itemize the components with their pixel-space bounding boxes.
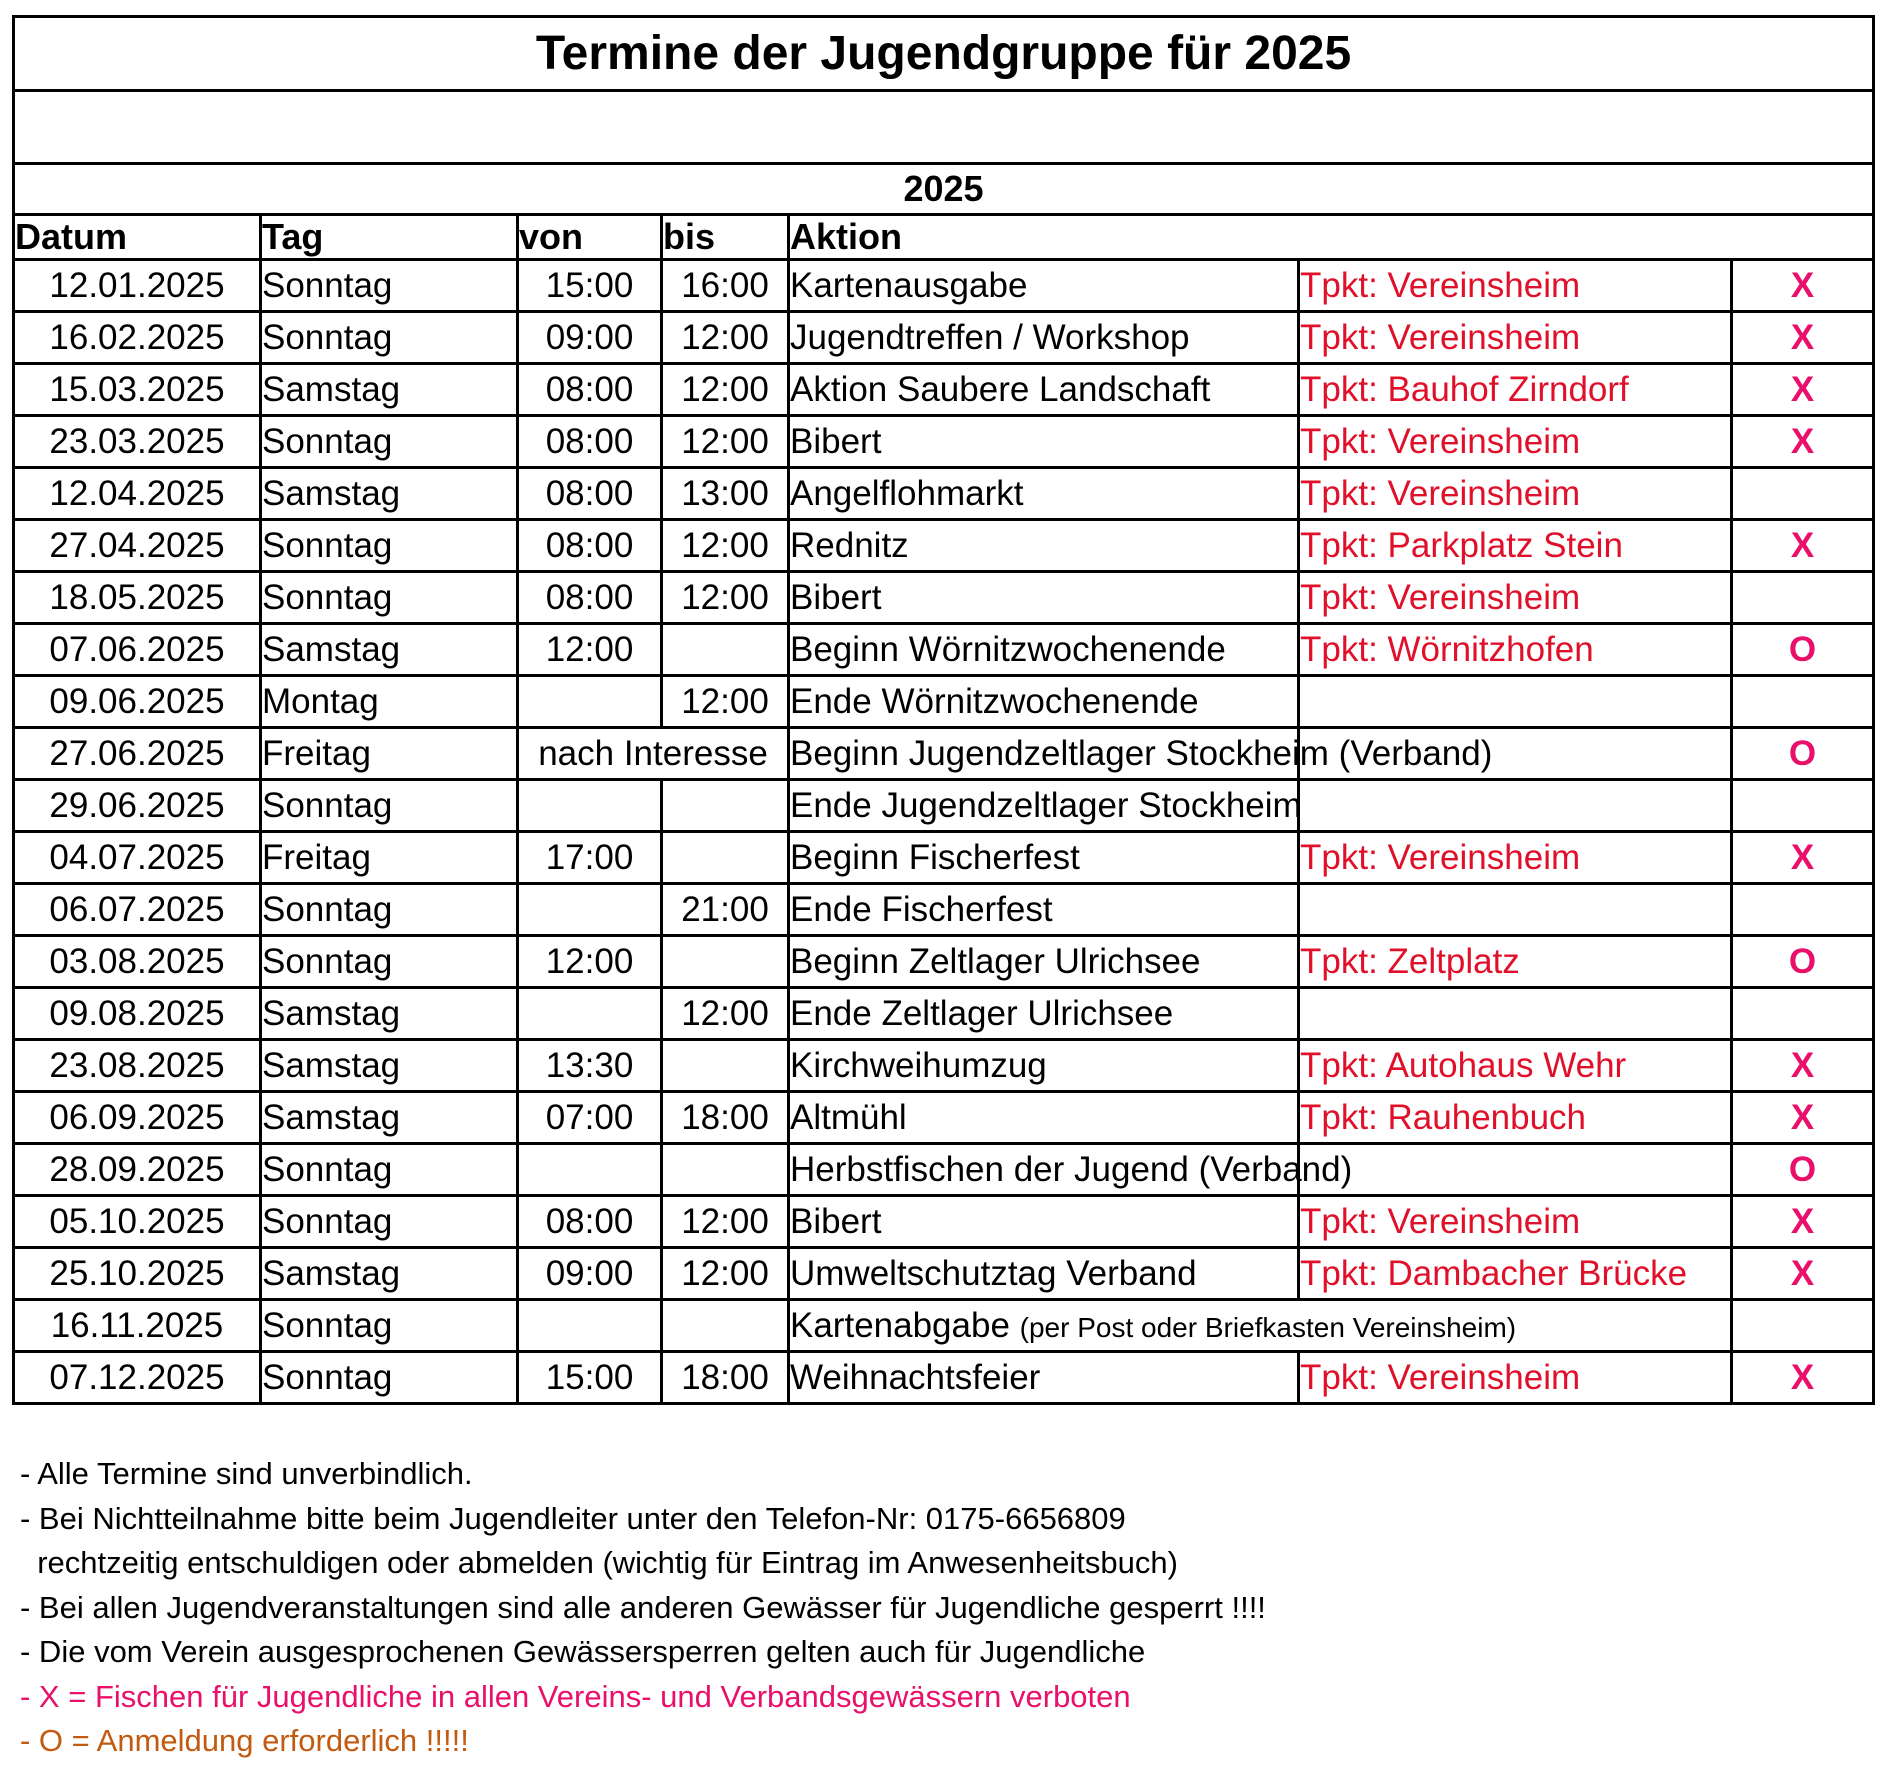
table-row — [14, 1300, 1874, 1352]
cell-aktion: Kartenausgabe — [789, 260, 1299, 312]
cell-mark: X — [1732, 312, 1874, 364]
cell-tag: Samstag — [261, 624, 518, 676]
note-line: - Alle Termine sind unverbindlich. — [20, 1456, 473, 1491]
cell-tag: Freitag — [261, 832, 518, 884]
cell-aktion: Bibert — [789, 572, 1299, 624]
cell-bis — [662, 624, 789, 676]
cell-bis: 18:00 — [662, 1352, 789, 1404]
schedule-table — [12, 15, 1875, 1405]
cell-von: 09:00 — [518, 1248, 662, 1300]
cell-aktion: Weihnachtsfeier — [789, 1352, 1299, 1404]
cell-aktion: Ende Wörnitzwochenende — [789, 676, 1299, 728]
table-row — [14, 520, 1874, 572]
note-o-legend: - O = Anmeldung erforderlich !!!!! — [20, 1723, 469, 1758]
cell-von — [518, 1144, 662, 1196]
cell-aktion: Beginn Wörnitzwochenende — [789, 624, 1299, 676]
cell-von: 17:00 — [518, 832, 662, 884]
cell-mark: X — [1732, 1040, 1874, 1092]
header-von: von — [518, 215, 662, 260]
cell-treffpunkt: Tpkt: Vereinsheim — [1299, 312, 1732, 364]
cell-mark: X — [1732, 1196, 1874, 1248]
cell-aktion: Ende Jugendzeltlager Stockheim — [789, 780, 1299, 832]
cell-datum: 06.09.2025 — [14, 1092, 261, 1144]
cell-tag: Samstag — [261, 1248, 518, 1300]
cell-aktion: Aktion Saubere Landschaft — [789, 364, 1299, 416]
cell-aktion: Rednitz — [789, 520, 1299, 572]
cell-tag: Sonntag — [261, 780, 518, 832]
cell-mark: O — [1732, 728, 1874, 780]
cell-datum: 23.08.2025 — [14, 1040, 261, 1092]
cell-datum: 09.06.2025 — [14, 676, 261, 728]
cell-datum: 07.06.2025 — [14, 624, 261, 676]
cell-tag: Montag — [261, 676, 518, 728]
aktion-note: (per Post oder Briefkasten Vereinsheim) — [1019, 1312, 1517, 1343]
cell-datum: 27.06.2025 — [14, 728, 261, 780]
cell-bis: 12:00 — [662, 416, 789, 468]
cell-von: 12:00 — [518, 936, 662, 988]
aktion-text: Kartenabgabe — [790, 1306, 1010, 1345]
cell-bis: 16:00 — [662, 260, 789, 312]
cell-treffpunkt: Tpkt: Wörnitzhofen — [1299, 624, 1732, 676]
cell-von: 08:00 — [518, 364, 662, 416]
cell-datum: 07.12.2025 — [14, 1352, 261, 1404]
cell-treffpunkt: Tpkt: Vereinsheim — [1299, 1352, 1732, 1404]
cell-von: 13:30 — [518, 1040, 662, 1092]
cell-treffpunkt: Tpkt: Vereinsheim — [1299, 416, 1732, 468]
cell-tag: Sonntag — [261, 572, 518, 624]
cell-datum: 03.08.2025 — [14, 936, 261, 988]
cell-treffpunkt: Tpkt: Vereinsheim — [1299, 260, 1732, 312]
cell-datum: 25.10.2025 — [14, 1248, 261, 1300]
cell-von: 12:00 — [518, 624, 662, 676]
cell-tag: Sonntag — [261, 520, 518, 572]
cell-mark — [1732, 780, 1874, 832]
cell-treffpunkt: Tpkt: Dambacher Brücke — [1299, 1248, 1732, 1300]
cell-von: 07:00 — [518, 1092, 662, 1144]
cell-bis: 12:00 — [662, 988, 789, 1040]
cell-treffpunkt — [1299, 676, 1732, 728]
cell-treffpunkt — [1299, 1144, 1732, 1196]
cell-treffpunkt: Tpkt: Autohaus Wehr — [1299, 1040, 1732, 1092]
cell-mark: X — [1732, 832, 1874, 884]
cell-aktion: Altmühl — [789, 1092, 1299, 1144]
cell-von: 15:00 — [518, 1352, 662, 1404]
cell-tag: Samstag — [261, 364, 518, 416]
page-title: Termine der Jugendgruppe für 2025 — [14, 17, 1874, 91]
table-row — [14, 728, 1874, 780]
cell-aktion: Ende Zeltlager Ulrichsee — [789, 988, 1299, 1040]
table-row — [14, 988, 1874, 1040]
cell-von — [518, 884, 662, 936]
header-bis: bis — [662, 215, 789, 260]
cell-mark — [1732, 884, 1874, 936]
cell-mark: X — [1732, 416, 1874, 468]
table-row — [14, 260, 1874, 312]
cell-treffpunkt: Tpkt: Parkplatz Stein — [1299, 520, 1732, 572]
cell-von: 08:00 — [518, 1196, 662, 1248]
cell-bis — [662, 1040, 789, 1092]
cell-tag: Sonntag — [261, 260, 518, 312]
cell-aktion: Angelflohmarkt — [789, 468, 1299, 520]
cell-von — [518, 988, 662, 1040]
cell-von — [518, 1300, 662, 1352]
cell-datum: 12.04.2025 — [14, 468, 261, 520]
header-mark — [1732, 215, 1874, 260]
cell-bis — [662, 832, 789, 884]
cell-von-bis: nach Interesse — [518, 728, 789, 780]
cell-treffpunkt: Tpkt: Zeltplatz — [1299, 936, 1732, 988]
cell-tag: Sonntag — [261, 1300, 518, 1352]
cell-aktion: Ende Fischerfest — [789, 884, 1299, 936]
year-heading: 2025 — [14, 164, 1874, 215]
note-line: - Bei Nichtteilnahme bitte beim Jugendleiter unter den Telefon-Nr: 0175-6656809 — [20, 1500, 1126, 1536]
table-row — [14, 364, 1874, 416]
cell-von — [518, 676, 662, 728]
cell-tag: Sonntag — [261, 936, 518, 988]
cell-aktion: Beginn Jugendzeltlager Stockheim (Verband) — [789, 728, 1299, 780]
cell-aktion: Kirchweihumzug — [789, 1040, 1299, 1092]
note-x-legend: - X = Fischen für Jugendliche in allen Vereins- und Verbandsgewässern verboten — [20, 1678, 1131, 1714]
cell-tag: Freitag — [261, 728, 518, 780]
blank-row — [14, 91, 1874, 164]
cell-von: 08:00 — [518, 416, 662, 468]
table-row — [14, 1144, 1874, 1196]
header-datum: Datum — [14, 215, 261, 260]
cell-bis: 12:00 — [662, 364, 789, 416]
cell-bis — [662, 780, 789, 832]
note-line: - Bei allen Jugendveranstaltungen sind alle anderen Gewässer für Jugendliche gesperrt !!!! — [20, 1589, 1266, 1625]
cell-tag: Sonntag — [261, 312, 518, 364]
cell-tag: Sonntag — [261, 1196, 518, 1248]
table-row — [14, 832, 1874, 884]
cell-treffpunkt: Tpkt: Vereinsheim — [1299, 572, 1732, 624]
cell-bis: 12:00 — [662, 676, 789, 728]
table-row — [14, 780, 1874, 832]
table-row — [14, 1040, 1874, 1092]
cell-datum: 06.07.2025 — [14, 884, 261, 936]
cell-bis — [662, 1300, 789, 1352]
cell-tag: Samstag — [261, 1092, 518, 1144]
cell-bis — [662, 1144, 789, 1196]
cell-treffpunkt: Tpkt: Vereinsheim — [1299, 468, 1732, 520]
cell-datum: 23.03.2025 — [14, 416, 261, 468]
table-row — [14, 1196, 1874, 1248]
cell-treffpunkt — [1299, 988, 1732, 1040]
header-aktion: Aktion — [789, 215, 1732, 260]
cell-tag: Sonntag — [261, 1352, 518, 1404]
table-row — [14, 1092, 1874, 1144]
cell-mark — [1732, 676, 1874, 728]
cell-treffpunkt: Tpkt: Vereinsheim — [1299, 1196, 1732, 1248]
cell-aktion: Bibert — [789, 416, 1299, 468]
table-row — [14, 468, 1874, 520]
cell-aktion: Bibert — [789, 1196, 1299, 1248]
cell-von — [518, 780, 662, 832]
table-row — [14, 884, 1874, 936]
table-row — [14, 1248, 1874, 1300]
cell-mark — [1732, 1300, 1874, 1352]
cell-datum: 15.03.2025 — [14, 364, 261, 416]
cell-datum: 09.08.2025 — [14, 988, 261, 1040]
table-row — [14, 572, 1874, 624]
cell-aktion: Herbstfischen der Jugend (Verband) — [789, 1144, 1299, 1196]
cell-aktion: Beginn Zeltlager Ulrichsee — [789, 936, 1299, 988]
cell-treffpunkt — [1299, 780, 1732, 832]
cell-von: 15:00 — [518, 260, 662, 312]
cell-datum: 28.09.2025 — [14, 1144, 261, 1196]
cell-mark: X — [1732, 1248, 1874, 1300]
cell-treffpunkt: Tpkt: Bauhof Zirndorf — [1299, 364, 1732, 416]
cell-datum: 04.07.2025 — [14, 832, 261, 884]
cell-mark: X — [1732, 520, 1874, 572]
note-line: rechtzeitig entschuldigen oder abmelden (wichtig für Eintrag im Anwesenheitsbuch) — [20, 1545, 1178, 1580]
cell-von: 08:00 — [518, 468, 662, 520]
cell-mark — [1732, 988, 1874, 1040]
cell-datum: 05.10.2025 — [14, 1196, 261, 1248]
cell-aktion: Jugendtreffen / Workshop — [789, 312, 1299, 364]
table-row — [14, 312, 1874, 364]
cell-mark: O — [1732, 1144, 1874, 1196]
note-line: - Die vom Verein ausgesprochenen Gewässersperren gelten auch für Jugendliche — [20, 1634, 1146, 1669]
cell-tag: Sonntag — [261, 416, 518, 468]
schedule-sheet — [12, 15, 1872, 1405]
cell-bis: 12:00 — [662, 312, 789, 364]
schedule-rows — [14, 260, 1874, 1404]
cell-mark: X — [1732, 1352, 1874, 1404]
table-row — [14, 624, 1874, 676]
cell-tag: Samstag — [261, 1040, 518, 1092]
cell-mark: X — [1732, 1092, 1874, 1144]
cell-bis: 12:00 — [662, 1248, 789, 1300]
cell-mark — [1732, 468, 1874, 520]
cell-datum: 16.11.2025 — [14, 1300, 261, 1352]
cell-von: 08:00 — [518, 520, 662, 572]
table-row — [14, 416, 1874, 468]
cell-mark — [1732, 572, 1874, 624]
cell-bis: 18:00 — [662, 1092, 789, 1144]
cell-tag: Samstag — [261, 468, 518, 520]
cell-bis: 13:00 — [662, 468, 789, 520]
cell-datum: 16.02.2025 — [14, 312, 261, 364]
cell-tag: Samstag — [261, 988, 518, 1040]
cell-aktion: Beginn Fischerfest — [789, 832, 1299, 884]
cell-aktion — [789, 1300, 1732, 1352]
cell-datum: 12.01.2025 — [14, 260, 261, 312]
table-row — [14, 1352, 1874, 1404]
header-tag: Tag — [261, 215, 518, 260]
cell-treffpunkt — [1299, 884, 1732, 936]
cell-tag: Sonntag — [261, 1144, 518, 1196]
cell-von: 08:00 — [518, 572, 662, 624]
cell-datum: 29.06.2025 — [14, 780, 261, 832]
table-row — [14, 936, 1874, 988]
notes — [20, 1452, 1266, 1764]
cell-mark: O — [1732, 624, 1874, 676]
cell-bis: 12:00 — [662, 1196, 789, 1248]
table-row — [14, 676, 1874, 728]
cell-treffpunkt: Tpkt: Rauhenbuch — [1299, 1092, 1732, 1144]
cell-tag: Sonntag — [261, 884, 518, 936]
cell-datum: 18.05.2025 — [14, 572, 261, 624]
cell-aktion: Umweltschutztag Verband — [789, 1248, 1299, 1300]
cell-von: 09:00 — [518, 312, 662, 364]
cell-treffpunkt: Tpkt: Vereinsheim — [1299, 832, 1732, 884]
cell-bis — [662, 936, 789, 988]
cell-mark: X — [1732, 364, 1874, 416]
cell-mark: X — [1732, 260, 1874, 312]
cell-bis: 12:00 — [662, 520, 789, 572]
cell-bis: 12:00 — [662, 572, 789, 624]
cell-datum: 27.04.2025 — [14, 520, 261, 572]
cell-bis: 21:00 — [662, 884, 789, 936]
cell-mark: O — [1732, 936, 1874, 988]
